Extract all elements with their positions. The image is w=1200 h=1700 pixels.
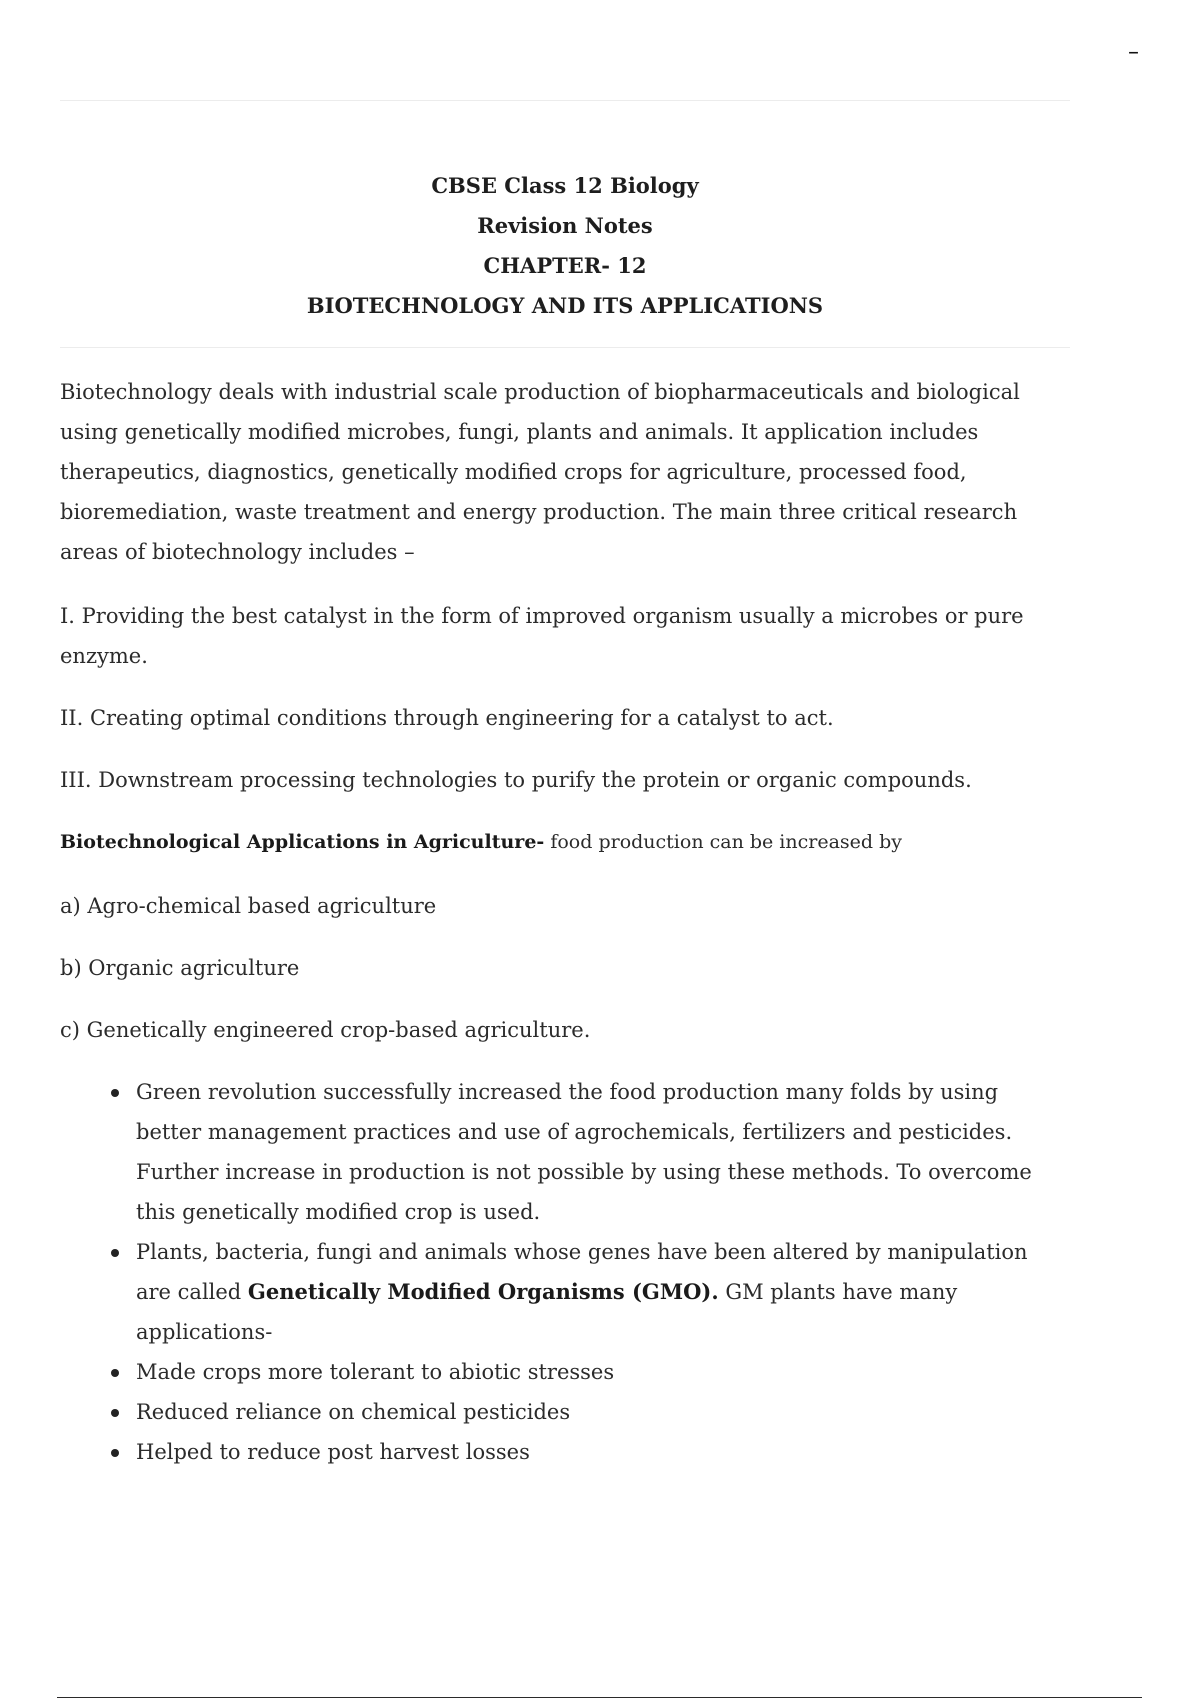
gmo-term: Genetically Modified Organisms (GMO). bbox=[247, 1279, 719, 1304]
gmo-text-after: GM plants have many applications- bbox=[136, 1280, 958, 1344]
research-area-3: III. Downstream processing technologies to purify the protein or organic compounds. bbox=[60, 768, 972, 792]
bullet-pesticides: Reduced reliance on chemical pesticides bbox=[136, 1392, 1060, 1432]
header-board-subject: CBSE Class 12 Biology bbox=[431, 173, 699, 198]
top-divider bbox=[60, 100, 1070, 101]
gm-bullet-list bbox=[60, 1072, 1060, 1472]
bottom-divider bbox=[57, 1697, 1142, 1698]
gmo-text-before: Plants, bacteria, fungi and animals whose genes have been altered by manipulation are called bbox=[136, 1240, 1028, 1304]
bullet-gmo-definition bbox=[136, 1232, 1060, 1352]
agriculture-heading: Biotechnological Applications in Agriculture- bbox=[60, 831, 545, 853]
agriculture-option-c: c) Genetically engineered crop-based agriculture. bbox=[60, 1018, 591, 1042]
bullet-green-revolution: Green revolution successfully increased the food production many folds by using better management practices and use of agrochemicals, fertilizers and pesticides. Further increase in production is not possible by using these methods. To overcome this genetically modified crop is used. bbox=[136, 1072, 1060, 1232]
header-divider bbox=[60, 347, 1070, 348]
research-area-1: I. Providing the best catalyst in the form of improved organism usually a microbes or pure enzyme. bbox=[60, 604, 1024, 668]
agriculture-heading-rest: food production can be increased by bbox=[544, 831, 902, 853]
header-notes-title: Revision Notes bbox=[477, 213, 653, 238]
bullet-abiotic-stress: Made crops more tolerant to abiotic stresses bbox=[136, 1352, 1060, 1392]
bullet-post-harvest: Helped to reduce post harvest losses bbox=[136, 1432, 1060, 1472]
intro-paragraph: Biotechnology deals with industrial scale production of biopharmaceuticals and biological using genetically modified microbes, fungi, plants and animals. It application includes therapeutics, diagnostics, genetically modified crops for agriculture, processed food, bioremediation, waste treatment and energy production. The main three critical research areas of biotechnology includes – bbox=[60, 380, 1020, 564]
agriculture-option-a: a) Agro-chemical based agriculture bbox=[60, 894, 437, 918]
research-area-2: II. Creating optimal conditions through engineering for a catalyst to act. bbox=[60, 706, 834, 730]
agriculture-heading-line bbox=[60, 822, 1060, 862]
document-body bbox=[60, 372, 1060, 1472]
header-chapter-number: CHAPTER- 12 bbox=[483, 253, 647, 278]
header-chapter-title: BIOTECHNOLOGY AND ITS APPLICATIONS bbox=[306, 293, 824, 318]
document-header bbox=[60, 166, 1070, 326]
corner-mark: – bbox=[1128, 40, 1139, 65]
agriculture-option-b: b) Organic agriculture bbox=[60, 956, 300, 980]
